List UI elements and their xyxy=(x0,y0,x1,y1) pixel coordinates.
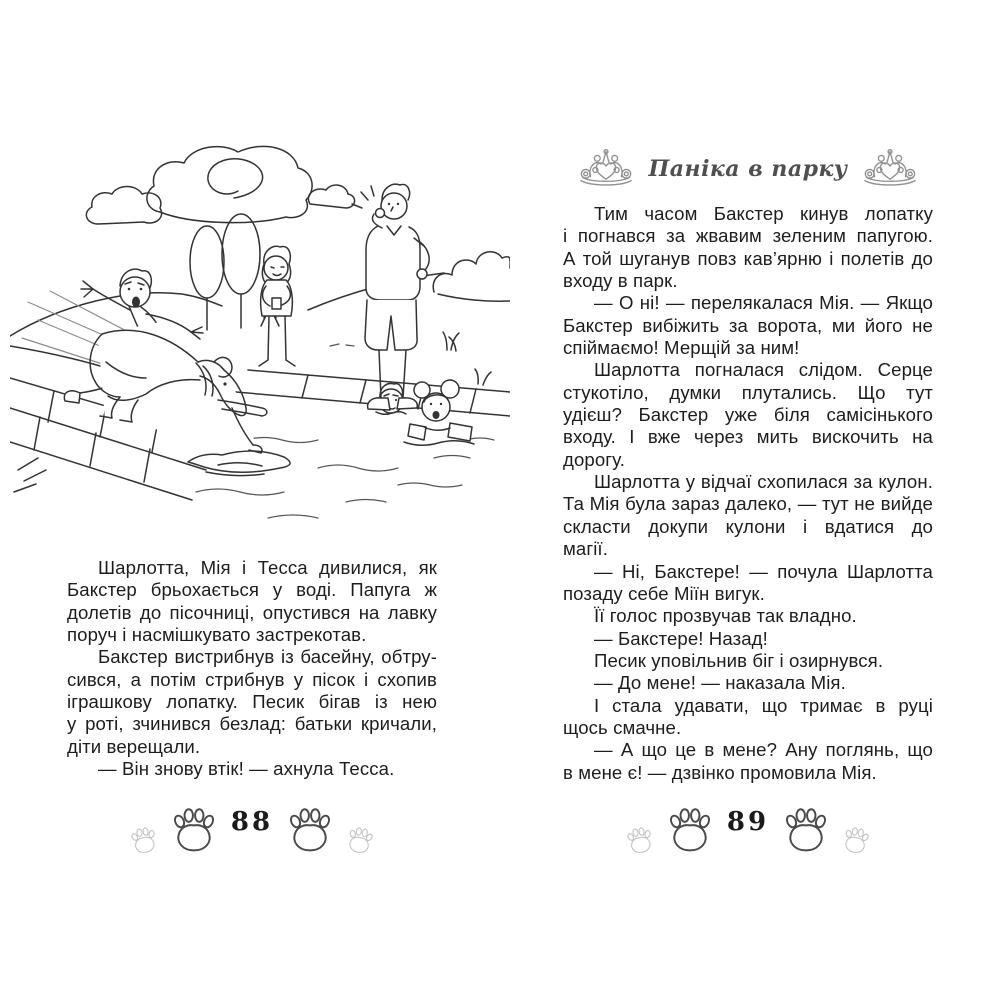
chapter-title: Паніка в парку xyxy=(648,156,848,182)
text-line: Бакстер вистрибнув із басейну, обтру- xyxy=(98,646,437,668)
text-line: іграшкову лопатку. Песик бігав із нею xyxy=(67,691,437,713)
text-line: спіймаємо! Мерщій за ним! xyxy=(563,337,800,359)
paw-print-icon xyxy=(668,807,712,853)
right-page-footer xyxy=(563,800,933,860)
text-line: входу. І вже через мить вискочить на xyxy=(563,426,933,448)
text-line: І стала удавати, що тримає в руці xyxy=(594,694,933,716)
text-line: — Він знову втік! — ахнула Тесса. xyxy=(98,758,395,780)
left-page-text xyxy=(67,557,437,780)
text-line: Її голос прозвучав так владно. xyxy=(594,605,857,627)
text-line: стукотіло, думки плутались. Що тут xyxy=(563,381,933,403)
text-line: долетів до пісочниці, опустився на лавку xyxy=(67,601,437,623)
paw-print-icon xyxy=(172,807,216,853)
text-line: в мене є! — дзвінко промовила Мія. xyxy=(563,761,877,783)
right-page-text xyxy=(563,203,933,784)
text-line: — Бакстере! Назад! xyxy=(594,627,768,649)
text-line: — О ні! — перелякалася Мія. — Якщо xyxy=(594,292,933,314)
text-line: Песик уповільнив біг і озирнувся. xyxy=(594,649,884,671)
left-page-footer xyxy=(67,800,437,860)
text-line: поруч і насмішкувато застрекотав. xyxy=(67,624,367,646)
page-number-left: 88 xyxy=(230,807,274,837)
text-line: входу в парк. xyxy=(563,270,678,292)
text-line: Тим часом Бакстер кинув лопатку xyxy=(594,203,933,224)
text-line: Бакстер вибіжить за ворота, ми його не xyxy=(563,314,933,336)
text-line: скласти докупи кулони і вдатися до xyxy=(563,515,933,537)
chapter-header xyxy=(563,144,933,194)
text-line: діти верещали. xyxy=(67,735,201,757)
page-number-right: 89 xyxy=(726,807,770,837)
text-line: Шарлотта погналася слідом. Серце xyxy=(594,359,933,381)
text-line: магії. xyxy=(563,538,608,560)
paw-print-icon-small xyxy=(129,824,159,855)
text-line: Шарлотта, Мія і Тесса дивилися, як xyxy=(98,557,437,578)
paw-print-icon-small xyxy=(841,824,872,856)
text-line: і погнався за жвавим зеленим папугою. xyxy=(563,225,933,247)
text-line: удієш? Бакстер уже біля самісінького xyxy=(563,404,933,426)
paw-print-icon-small xyxy=(345,824,376,856)
text-line: щось смачне. xyxy=(563,716,682,738)
paw-print-icon xyxy=(784,807,828,853)
text-line: у роті, зчинився безлад: батьки кричали, xyxy=(67,713,437,735)
paw-print-icon xyxy=(288,807,332,853)
tiara-icon xyxy=(577,149,635,189)
tiara-icon xyxy=(861,149,919,189)
paw-print-icon-small xyxy=(625,824,655,855)
text-line: — Ні, Бакстере! — почула Шарлотта xyxy=(594,560,933,582)
text-line: — А що це в мене? Ану поглянь, що xyxy=(594,739,933,761)
text-line: Шарлотта у відчаї схопилася за кулон. xyxy=(594,471,933,493)
text-line: — До мене! — наказала Мія. xyxy=(594,672,846,694)
text-line: сився, а потім стрибнув у пісок і схопив xyxy=(67,668,437,690)
pool-scene-illustration xyxy=(10,140,510,530)
text-line: Та Мія була зараз далеко, — тут не вийде xyxy=(563,493,933,515)
text-line: дорогу. xyxy=(563,448,625,470)
text-line: А той шуганув повз кав’ярню і полетів до xyxy=(563,247,933,269)
text-line: Бакстер брьохається у воді. Папуга ж xyxy=(67,579,437,601)
text-line: позаду себе Міїн вигук. xyxy=(563,582,765,604)
